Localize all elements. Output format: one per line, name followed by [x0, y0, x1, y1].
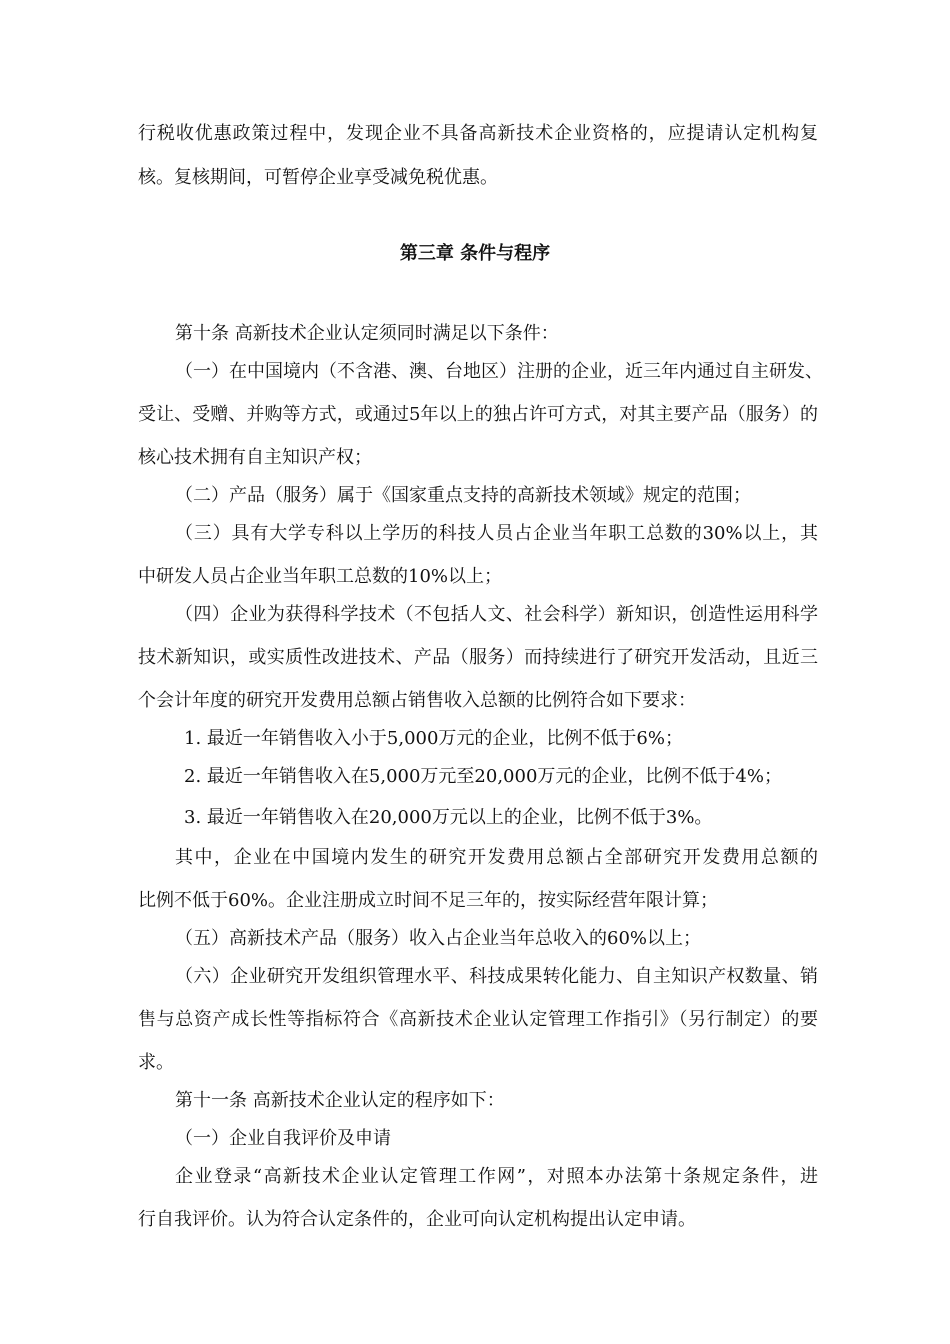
procedure-1-line: 企业登录“高新技术企业认定管理工作网”，对照本办法第十条规定条件，进 — [175, 1166, 818, 1187]
condition-1-line: （一）在中国境内（不含港、澳、台地区）注册的企业，近三年内通过自主研发、 — [175, 361, 823, 382]
article-11-title: 第十一条 高新技术企业认定的程序如下： — [175, 1090, 505, 1111]
condition-5-line: （五）高新技术产品（服务）收入占企业当年总收入的60%以上； — [175, 928, 702, 949]
paragraph-line: 行税收优惠政策过程中，发现企业不具备高新技术企业资格的，应提请认定机构复 — [138, 123, 818, 144]
chapter-heading: 第三章 条件与程序 — [399, 243, 551, 264]
paragraph-line: 核。复核期间，可暂停企业享受减免税优惠。 — [138, 167, 498, 188]
ratio-item-3: 3. 最近一年销售收入在20,000万元以上的企业，比例不低于3%。 — [184, 807, 713, 828]
procedure-1-title: （一）企业自我评价及申请 — [175, 1128, 391, 1149]
ratio-item-2: 2. 最近一年销售收入在5,000万元至20,000万元的企业，比例不低于4%； — [184, 766, 782, 787]
procedure-1-line: 行自我评价。认为符合认定条件的，企业可向认定机构提出认定申请。 — [138, 1209, 696, 1230]
condition-4-line: （四）企业为获得科学技术（不包括人文、社会科学）新知识，创造性运用科学 — [175, 604, 818, 625]
condition-4-line: 个会计年度的研究开发费用总额占销售收入总额的比例符合如下要求： — [138, 690, 696, 711]
condition-6-line: 求。 — [138, 1052, 174, 1073]
condition-1-line: 核心技术拥有自主知识产权； — [138, 447, 372, 468]
ratio-item-1: 1. 最近一年销售收入小于5,000万元的企业，比例不低于6%； — [184, 728, 683, 749]
condition-4-line: 技术新知识，或实质性改进技术、产品（服务）而持续进行了研究开发活动，且近三 — [138, 647, 818, 668]
domestic-ratio-line: 比例不低于60%。企业注册成立时间不足三年的，按实际经营年限计算； — [138, 890, 719, 911]
condition-6-line: 售与总资产成长性等指标符合《高新技术企业认定管理工作指引》（另行制定）的要 — [138, 1009, 818, 1030]
condition-1-line: 受让、受赠、并购等方式，或通过5年以上的独占许可方式，对其主要产品（服务）的 — [138, 404, 818, 425]
article-10-title: 第十条 高新技术企业认定须同时满足以下条件： — [175, 323, 559, 344]
domestic-ratio-line: 其中，企业在中国境内发生的研究开发费用总额占全部研究开发费用总额的 — [175, 847, 818, 868]
condition-3-line: 中研发人员占企业当年职工总数的10%以上； — [138, 566, 503, 587]
condition-3-line: （三）具有大学专科以上学历的科技人员占企业当年职工总数的30%以上，其 — [175, 523, 818, 544]
condition-2-line: （二）产品（服务）属于《国家重点支持的高新技术领域》规定的范围； — [175, 485, 751, 506]
condition-6-line: （六）企业研究开发组织管理水平、科技成果转化能力、自主知识产权数量、销 — [175, 966, 818, 987]
